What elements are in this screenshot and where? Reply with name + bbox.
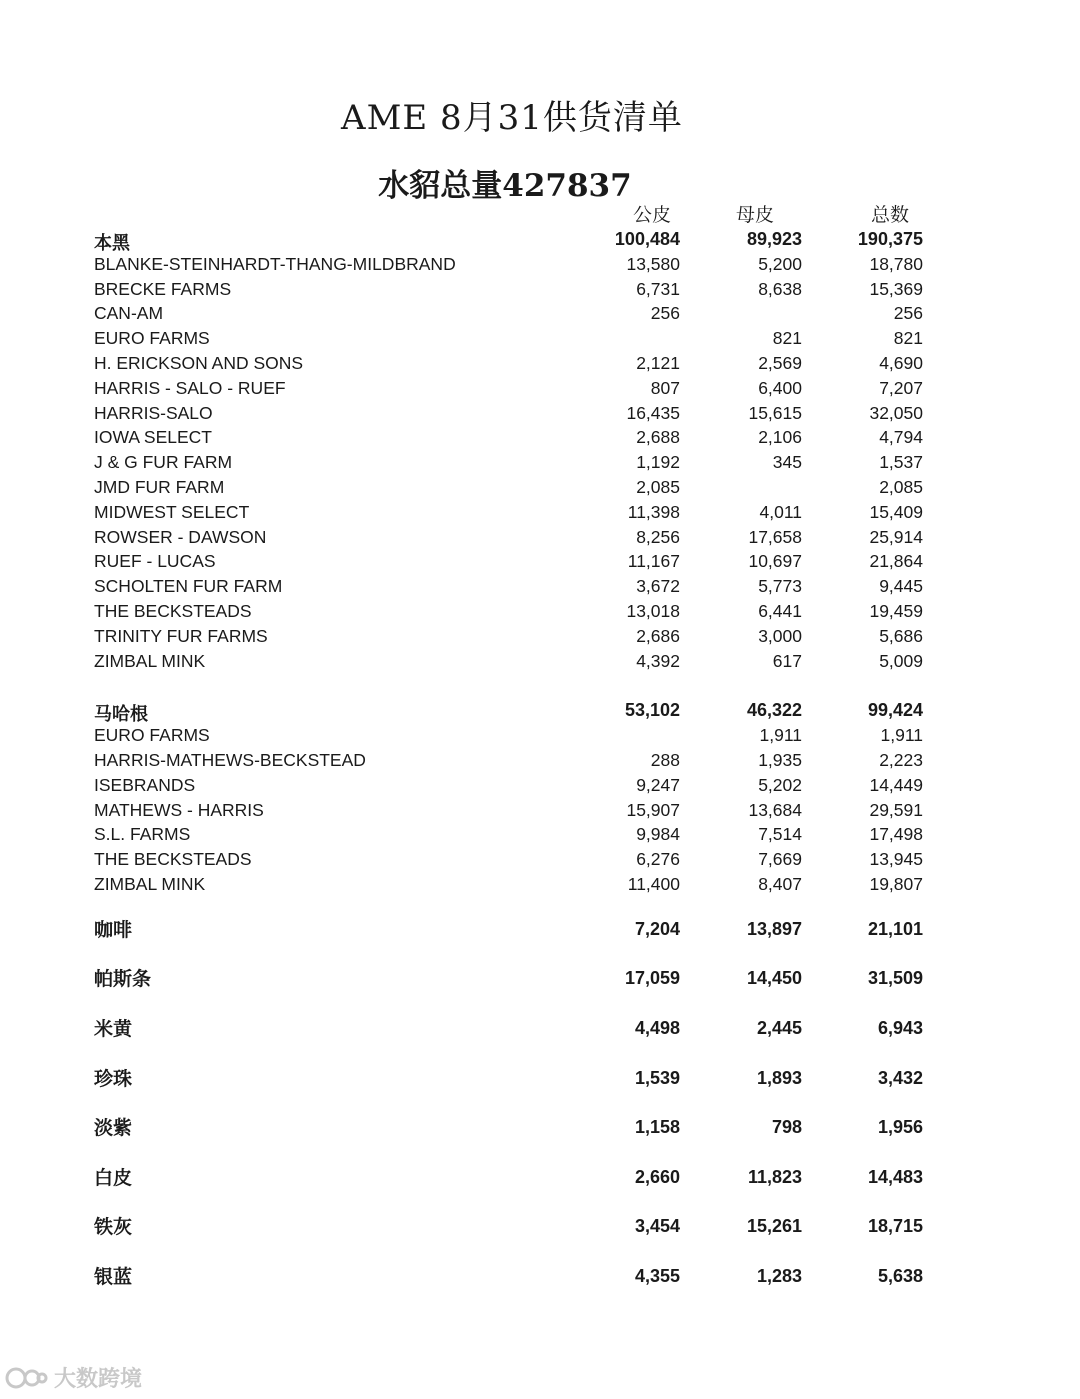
group-male-count: 100,484 [614,229,680,249]
farm-name: EURO FARMS [94,725,210,746]
color-summary-row [0,1150,1080,1200]
farm-name: THE BECKSTEADS [94,849,252,870]
color-male-count: 1,158 [634,1117,680,1138]
color-male-count: 4,498 [634,1017,680,1038]
female-count: 617 [772,650,802,671]
color-summary-row [0,1249,1080,1299]
total-count: 15,369 [869,278,923,299]
color-total-count: 31,509 [867,968,923,989]
table-row [0,598,1080,623]
table-row [0,449,1080,474]
female-count: 7,669 [758,849,802,870]
farm-name: ZIMBAL MINK [94,873,206,894]
table-row [0,573,1080,598]
total-count: 19,459 [869,600,923,621]
male-count: 2,688 [636,427,680,448]
table-row [0,499,1080,524]
table-row [0,424,1080,449]
column-header-female: 母皮 [735,205,774,226]
farm-name: HARRIS - SALO - RUEF [94,377,286,398]
table-row [0,300,1080,325]
table-row [0,375,1080,400]
color-total-count: 1,956 [877,1117,923,1138]
group-male-count: 53,102 [624,700,680,721]
female-count: 5,200 [758,253,802,274]
color-female-count: 798 [771,1117,802,1138]
group-header-row [0,226,1080,251]
farm-name: J & G FUR FARM [94,452,233,473]
total-count: 4,690 [879,352,923,373]
group-header-row [0,697,1080,725]
farm-name: BLANKE-STEINHARDT-THANG-MILDBRAND [94,253,456,274]
color-name: 珍珠 [94,1068,133,1090]
color-summary-row [0,951,1080,1001]
male-count: 1,192 [636,452,680,473]
male-count: 16,435 [626,402,680,423]
farm-name: SCHOLTEN FUR FARM [94,576,283,597]
table-row [0,821,1080,846]
total-count: 821 [893,328,923,349]
group-name: 本黑 [94,233,130,253]
color-male-count: 7,204 [634,918,680,939]
table-row [0,747,1080,772]
color-total-count: 6,943 [877,1017,923,1038]
color-male-count: 4,355 [634,1265,680,1286]
table-row [0,623,1080,648]
color-female-count: 1,283 [756,1265,802,1286]
farm-name: HARRIS-MATHEWS-BECKSTEAD [94,749,366,770]
female-count: 821 [772,328,802,349]
group-female-count: 46,322 [746,700,802,721]
total-count: 256 [893,303,923,324]
male-count: 6,731 [636,278,680,299]
color-name: 淡紫 [94,1118,133,1140]
male-count: 13,580 [626,253,680,274]
column-header-total: 总数 [870,205,909,226]
male-count: 4,392 [636,650,680,671]
table-row [0,871,1080,896]
color-name: 咖啡 [94,919,133,941]
male-count: 288 [650,749,680,770]
farm-name: MIDWEST SELECT [94,501,250,522]
table-row [0,548,1080,573]
color-total-count: 3,432 [877,1067,923,1088]
color-summary-row [0,1051,1080,1101]
color-summary-row [0,1100,1080,1150]
male-count: 9,984 [636,824,680,845]
farm-name: JMD FUR FARM [94,476,225,497]
page-subtitle: 水貂总量427837 [378,168,632,204]
total-count: 2,085 [879,476,923,497]
table-row [0,276,1080,301]
female-count: 13,684 [748,799,802,820]
farm-name: HARRIS-SALO [94,402,213,423]
total-count: 7,207 [879,377,923,398]
female-count: 10,697 [748,551,802,572]
total-count: 19,807 [869,873,923,894]
male-count: 2,686 [636,625,680,646]
table-row [0,474,1080,499]
male-count: 11,400 [627,873,680,894]
male-count: 9,247 [636,774,680,795]
female-count: 7,514 [758,824,802,845]
supply-table [0,226,1080,1298]
group-total-count: 99,424 [867,700,923,721]
female-count: 3,000 [758,625,802,646]
farm-name: EURO FARMS [94,328,210,349]
color-summary-row [0,1001,1080,1051]
female-count: 5,202 [758,774,802,795]
color-female-count: 14,450 [746,968,802,989]
color-name: 白皮 [94,1167,133,1189]
male-count: 13,018 [626,600,680,621]
color-name: 铁灰 [94,1217,133,1239]
color-female-count: 2,445 [756,1017,802,1038]
color-summary-row [0,902,1080,952]
male-count: 11,398 [627,501,680,522]
farm-name: IOWA SELECT [94,427,212,448]
total-count: 2,223 [879,749,923,770]
group-female-count: 89,923 [746,229,802,249]
color-female-count: 15,261 [746,1216,802,1237]
male-count: 2,121 [636,352,680,373]
watermark [4,1362,142,1393]
female-count: 8,638 [758,278,802,299]
male-count: 2,085 [636,476,680,497]
total-count: 18,780 [869,253,923,274]
color-total-count: 14,483 [867,1166,923,1187]
color-summary-row [0,1199,1080,1249]
column-header-male: 公皮 [632,205,671,226]
total-count: 29,591 [869,799,923,820]
table-row [0,648,1080,673]
female-count: 2,106 [758,427,802,448]
male-count: 8,256 [636,526,680,547]
total-count: 14,449 [869,774,923,795]
farm-name: BRECKE FARMS [94,278,232,299]
female-count: 17,658 [748,526,802,547]
male-count: 11,167 [627,551,680,572]
total-count: 4,794 [879,427,923,448]
watermark-logo-icon [4,1364,48,1392]
female-count: 1,935 [758,749,802,770]
total-count: 25,914 [869,526,923,547]
color-male-count: 1,539 [634,1067,680,1088]
table-row [0,722,1080,747]
female-count: 6,441 [758,600,802,621]
color-female-count: 13,897 [746,918,802,939]
female-count: 6,400 [758,377,802,398]
total-count: 13,945 [869,849,923,870]
table-row [0,325,1080,350]
male-count: 807 [650,377,680,398]
table-row [0,846,1080,871]
total-count: 17,498 [869,824,923,845]
farm-name: MATHEWS - HARRIS [94,799,264,820]
female-count: 4,011 [759,501,802,522]
table-row [0,524,1080,549]
female-count: 15,615 [748,402,802,423]
color-name: 米黄 [94,1018,133,1040]
male-count: 256 [650,303,680,324]
color-female-count: 1,893 [756,1067,802,1088]
total-count: 21,864 [869,551,923,572]
female-count: 8,407 [758,873,802,894]
farm-name: H. ERICKSON AND SONS [94,352,304,373]
color-name: 银蓝 [94,1266,133,1288]
male-count: 3,672 [636,576,680,597]
farm-name: THE BECKSTEADS [94,600,252,621]
farm-name: ISEBRANDS [94,774,196,795]
watermark-text: 大数跨境 [54,1366,143,1391]
male-count: 6,276 [636,849,680,870]
farm-name: TRINITY FUR FARMS [94,625,268,646]
color-male-count: 2,660 [634,1166,680,1187]
table-row [0,772,1080,797]
page-title: AME 8月31供货清单 [341,98,683,138]
total-count: 5,686 [879,625,923,646]
group-name: 马哈根 [94,704,148,725]
female-count: 345 [772,452,802,473]
female-count: 5,773 [758,576,802,597]
table-row [0,400,1080,425]
farm-name: ZIMBAL MINK [94,650,206,671]
female-count: 1,911 [759,725,802,746]
farm-name: CAN-AM [94,303,164,324]
total-count: 32,050 [869,402,923,423]
group-total-count: 190,375 [857,229,923,249]
farm-name: S.L. FARMS [94,824,191,845]
total-count: 1,911 [880,725,923,746]
farm-name: RUEF - LUCAS [94,551,216,572]
total-count: 5,009 [879,650,923,671]
color-total-count: 21,101 [867,918,923,939]
color-male-count: 17,059 [624,968,680,989]
table-row [0,350,1080,375]
total-count: 15,409 [869,501,923,522]
color-female-count: 11,823 [747,1166,802,1187]
color-total-count: 18,715 [867,1216,923,1237]
table-row [0,797,1080,822]
total-count: 9,445 [879,576,923,597]
color-name: 帕斯条 [94,969,152,991]
male-count: 15,907 [626,799,680,820]
color-male-count: 3,454 [634,1216,680,1237]
female-count: 2,569 [758,352,802,373]
total-count: 1,537 [879,452,923,473]
color-total-count: 5,638 [877,1265,923,1286]
table-row [0,251,1080,276]
farm-name: ROWSER - DAWSON [94,526,267,547]
